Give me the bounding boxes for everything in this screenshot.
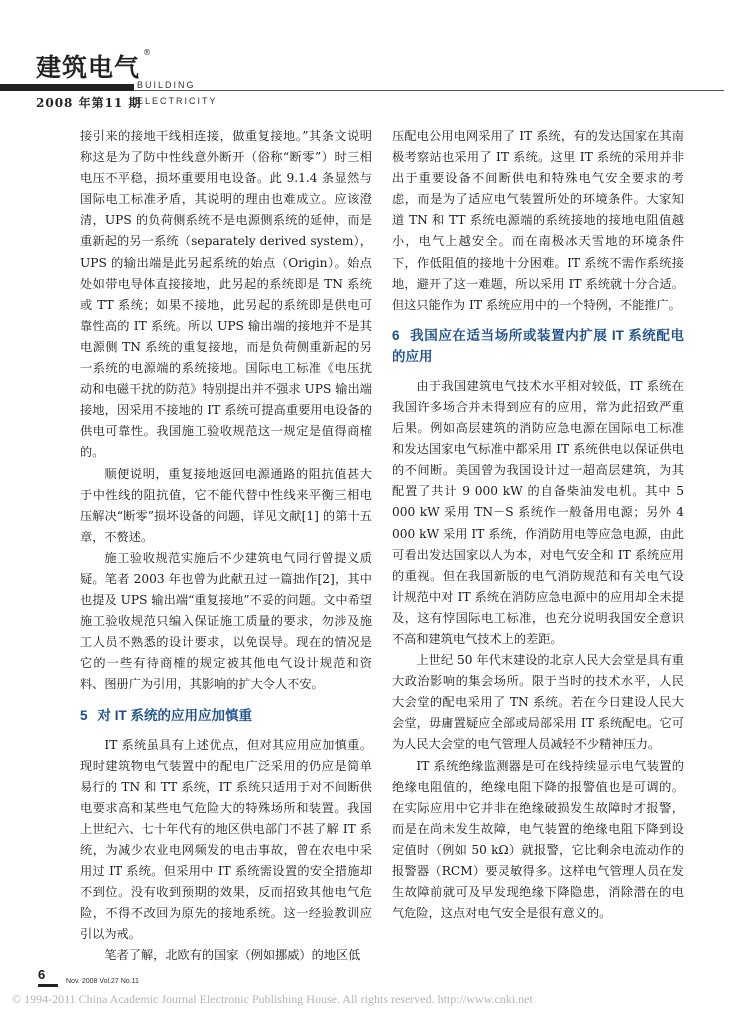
section-title: 对 IT 系统的应用应加慎重: [97, 707, 253, 723]
header-bar: [0, 84, 134, 91]
paragraph: 上世纪 50 年代末建设的北京人民大会堂是具有重大政治影响的集会场所。限于当时的技术水平，人民大会堂的配电采用了 TN 系统。若在今日建设人民大会堂，毋庸置疑应全部或局部采用 IT 系统配电。它可为人民大会堂的电气管理人员减轻不少精神压力。: [392, 653, 684, 752]
paragraph: 笔者了解，北欧有的国家（例如挪威）的地区低: [104, 948, 361, 963]
right-column: [392, 126, 684, 924]
footer-rule: [38, 984, 58, 987]
paragraph: 接引来的接地干线相连接，做重复接地。”其条文说明称这是为了防中性线意外断开（俗称“断零”）时三相电压不平稳，损坏重要用电设备。此 9.1.4 条显然与国际电工标准矛盾，其说明的理由也难成立。应该澄清，UPS 的负荷侧系统不是电源侧系统的延伸，而是重新起的另一系统（separately derived system），UPS 的输出端是此另起系统的始点（Origin）。始点处如带电导体直接接地，此另起的系统即是 TN 系统或 TT 系统；如果不接地，此另起的系统即是供电可靠性高的 IT 系统。所以 UPS 输出端的接地并不是其电源侧 TN 系统的重复接地，而是负荷侧重新起的另一系统的电源端的系统接地。国际电工标准《电压扰动和电磁干扰的防范》特别提出并不强求 UPS 输出端接地，因采用不接地的 IT 系统可提高重要用电设备的供电可靠性。我国施工验收规范这一规定是值得商榷的。: [80, 129, 372, 460]
section-number: 5: [80, 707, 88, 723]
journal-title: 建筑电气®: [36, 48, 153, 82]
header-english-building: BUILDING: [137, 80, 196, 90]
footer-journal-info: Nov. 2008 Vol.27 No.11: [66, 978, 139, 985]
section-heading: [80, 705, 372, 726]
issue-info: 2008 年第11 期: [36, 96, 142, 110]
paragraph: 压配电公用电网采用了 IT 系统，有的发达国家在其南极考察站也采用了 IT 系统。这里 IT 系统的采用并非出于重要设备不间断供电和特殊电气安全要求的考虑，而是为了适应电气装置所处的环境条件。大家知道 TN 和 TT 系统电源端的系统接地的接地电阻值越小，电气上越安全。而在南极冰天雪地的环境条件下，作低阻值的接地十分困难。IT 系统不需作系统接地，避开了这一难题，所以采用 IT 系统就十分合适。但这只能作为 IT 系统应用中的一个特例，不能推广。: [392, 129, 684, 312]
header-rule: [134, 90, 724, 91]
paragraph: 由于我国建筑电气技术水平相对较低，IT 系统在我国许多场合并未得到应有的应用，常为此招致严重后果。例如高层建筑的消防应急电源在国际电工标准和发达国家电气标准中都采用 IT 系统供电以保证供电的不间断。美国曾为我国设计过一超高层建筑，为其配置了共计 9 000 kW 的自备柴油发电机。其中 5 000 kW 采用 TN－S 系统作一般备用电源；另外 4 000 kW 采用 IT 系统，作消防用电等应急电源，由此可看出发达国家以人为本，对电气安全和 IT 系统应用的重视。但在我国新版的电气消防规范和有关电气设计规范中对 IT 系统在消防应急电源中的应用却全未提及，这有悖国际电工标准，也充分说明我国安全意识不高和建筑电气技术上的差距。: [392, 378, 684, 646]
section-title: 我国应在适当场所或装置内扩展 IT 系统配电的应用: [392, 327, 684, 364]
section-heading: [392, 325, 684, 367]
page-number: 6: [38, 967, 46, 982]
header-english-electricity: ELECTRICITY: [137, 96, 218, 106]
paragraph: IT 系统绝缘监测器是可在线持续显示电气装置的绝缘电阻值的，绝缘电阻下降的报警值也是可调的。在实际应用中它并非在绝缘破损发生故障时才报警，而是在尚未发生故障，电气装置的绝缘电阻下降到设定值时（例如 50 kΩ）就报警，它比剩余电流动作的报警器（RCM）要灵敏得多。这样电气管理人员在发生故障前就可及早发现绝缘下降隐患，消除潜在的电气危险，这点对电气安全是很有意义的。: [392, 758, 684, 921]
copyright-notice: © 1994-2011 China Academic Journal Electronic Publishing House. All rights reserved. http://www.cnki.net: [12, 992, 533, 1006]
left-column: [80, 126, 372, 967]
section-number: 6: [392, 327, 400, 343]
paragraph: IT 系统虽具有上述优点，但对其应用应加慎重。现时建筑物电气装置中的配电广泛采用的仍应是简单易行的 TN 和 TT 系统，IT 系统只适用于对不间断供电要求高和某些电气危险大的特殊场所和装置。我国上世纪六、七十年代有的地区供电部门不甚了解 IT 系统，为减少农业电网频发的电击事故，曾在农电中采用过 IT 系统。但采用中 IT 系统需设置的安全措施却不到位。没有收到预期的效果，反而招致其他电气危险，不得不改回为原先的接地系统。这一经验教训应引以为戒。: [80, 737, 372, 942]
registered-mark: ®: [143, 48, 153, 57]
paragraph: 施工验收规范实施后不少建筑电气同行曾提义质疑。笔者 2003 年也曾为此献丑过一篇拙作[2]，其中也提及 UPS 输出端“重复接地”不妥的问题。文中希望施工验收规范只编入保证施工质量的要求，勿涉及施工人员不熟悉的设计要求，以免误导。现在的情况是它的一些有待商榷的规定被其他电气设计规范和资料、图册广为引用，其影响的扩大令人不安。: [80, 550, 372, 692]
paragraph: 顺便说明，重复接地返回电源通路的阻抗值甚大于中性线的阻抗值，它不能代替中性线来平衡三相电压解决“断零”损坏设备的问题，详见文献[1] 的第十五章，不赘述。: [80, 466, 372, 544]
